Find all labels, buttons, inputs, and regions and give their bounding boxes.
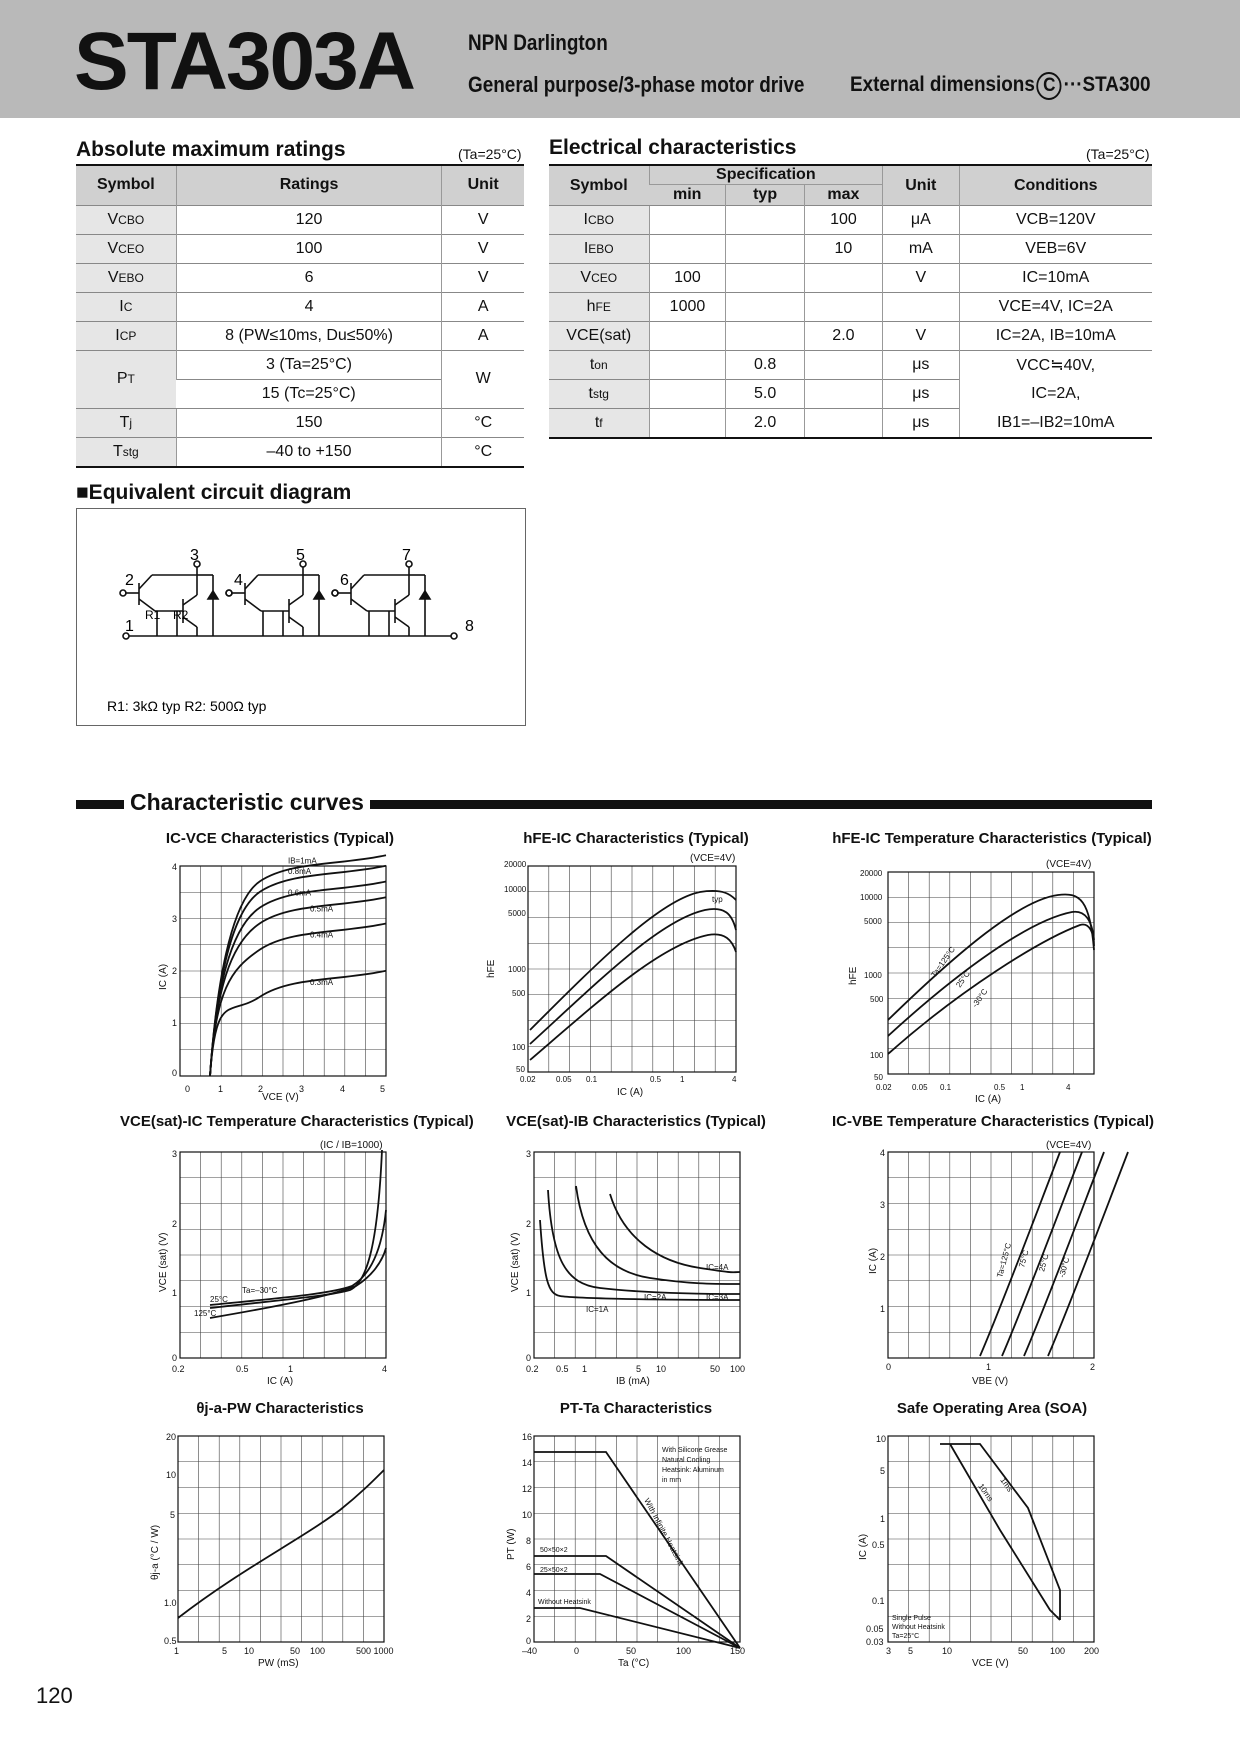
tick: 50 [874, 1073, 883, 1082]
abs-sym: PT [76, 350, 176, 408]
tick: 0.5 [164, 1636, 177, 1646]
tick: 4 [526, 1588, 532, 1598]
elec-typ: 2.0 [726, 409, 804, 439]
chart-title-9: Safe Operating Area (SOA) [896, 1400, 1088, 1417]
abs-unit: °C [442, 437, 524, 467]
series-label: 1ms [998, 1475, 1015, 1494]
y-axis-label: PT (W) [506, 1528, 517, 1560]
chart-title-3: hFE-IC Temperature Characteristics (Typical) [832, 830, 1152, 847]
curve-series [210, 924, 386, 1077]
tick: 50 [710, 1364, 721, 1374]
abs-h-symbol: Symbol [76, 165, 176, 205]
chart-title-1: IC-VCE Characteristics (Typical) [165, 830, 395, 847]
chart-title-7: θj-a-PW Characteristics [196, 1400, 364, 1417]
x-axis-label: IC (A) [617, 1087, 644, 1098]
tick: 20000 [860, 869, 883, 878]
tick: 12 [522, 1484, 533, 1494]
x-axis-label: VCE (V) [262, 1092, 299, 1103]
abs-val: 6 [176, 263, 442, 292]
tick: 2 [526, 1614, 532, 1624]
abs-val: 100 [176, 234, 442, 263]
series-label: -30°C [970, 987, 990, 1010]
tick: 20000 [504, 860, 527, 869]
tick: 50 [290, 1646, 301, 1656]
tick: 1 [880, 1304, 886, 1314]
elec-cond: VEB=6V [959, 235, 1152, 264]
chart-note: Ta=25°C [892, 1633, 920, 1640]
tick: 3 [299, 1084, 305, 1094]
tick: 0.5 [872, 1540, 885, 1550]
ext-code-icon: C [1037, 72, 1062, 100]
tick: 4 [880, 1148, 886, 1158]
tick: 1 [680, 1075, 685, 1084]
tick: 1 [526, 1288, 532, 1298]
tick: 2 [172, 1219, 178, 1229]
abs-unit: °C [442, 408, 524, 437]
tick: 500 [870, 995, 884, 1004]
tick: 16 [522, 1432, 533, 1442]
tick: 10 [656, 1364, 667, 1374]
curve-series [950, 1444, 1060, 1620]
chart-title-6: IC-VBE Temperature Characteristics (Typical) [832, 1113, 1155, 1130]
pin-7: 7 [402, 547, 411, 564]
label-r1: R1 [145, 608, 161, 622]
elec-cond: VCC≒40V, [959, 351, 1152, 380]
tick: 100 [512, 1043, 526, 1052]
chart-note: Natural Cooling [662, 1457, 711, 1464]
tick: 10 [522, 1510, 533, 1520]
tick: 0.2 [526, 1364, 539, 1374]
elec-cond: IC=10mA [959, 264, 1152, 293]
tick: 1000 [508, 965, 526, 974]
elec-unit: V [883, 264, 959, 293]
chart-condition: (IC / IB=1000) [320, 1140, 383, 1151]
tick: 0 [526, 1636, 532, 1646]
elec-sym: hFE [549, 293, 649, 322]
tick: 10 [244, 1646, 255, 1656]
label-r2: R2 [173, 608, 189, 622]
elec-max: 2.0 [804, 322, 882, 351]
x-axis-label: VBE (V) [972, 1376, 1009, 1387]
tick: 0.1 [872, 1596, 885, 1606]
curve-series [548, 1190, 740, 1294]
y-axis-label: IC (A) [858, 1533, 869, 1560]
tick: 0.05 [912, 1083, 928, 1092]
tick: 10000 [504, 885, 527, 894]
elec-h-max: max [804, 185, 882, 206]
abs-title: Absolute maximum ratings [76, 138, 346, 161]
series-label: 25°C [210, 1295, 228, 1304]
elec-sym: tstg [549, 380, 649, 409]
tick: 2 [880, 1252, 886, 1262]
abs-unit: A [442, 321, 524, 350]
abs-cond: (Ta=25°C) [458, 146, 522, 162]
tick: 50 [626, 1646, 637, 1656]
y-axis-label: hFE [486, 959, 497, 978]
curve-series [210, 882, 386, 1077]
series-label: With Infinite Heatsink [642, 1496, 686, 1568]
tick: 1 [172, 1288, 178, 1298]
elec-unit: μs [883, 351, 959, 380]
tick: 2 [526, 1219, 532, 1229]
elec-unit: V [883, 322, 959, 351]
tick: 1.0 [164, 1598, 177, 1608]
tick: 1000 [864, 971, 882, 980]
part-number: STA303A [74, 16, 414, 107]
x-axis-label: IB (mA) [616, 1376, 650, 1387]
subtitle-application: General purpose/3-phase motor drive [468, 72, 805, 97]
resistor-note: R1: 3kΩ typ R2: 500Ω typ [107, 698, 267, 714]
tick: 100 [310, 1646, 326, 1656]
y-axis-label: θj-a (°C / W) [150, 1524, 161, 1580]
series-label: IC=1A [586, 1305, 609, 1314]
abs-val: 3 (Ta=25°C) [176, 350, 442, 379]
tick: 2 [172, 966, 178, 976]
curve-series [530, 909, 736, 1044]
y-axis-label: hFE [848, 966, 859, 985]
pin-4: 4 [234, 572, 243, 589]
tick: 3 [172, 1149, 178, 1159]
pin-6: 6 [340, 572, 349, 589]
chart-title-5: VCE(sat)-IB Characteristics (Typical) [506, 1113, 766, 1130]
tick: 1 [174, 1646, 180, 1656]
curve-series [530, 891, 736, 1030]
elec-min: 100 [649, 264, 726, 293]
x-axis-label: Ta (°C) [618, 1658, 650, 1669]
series-label: 25×50×2 [540, 1567, 568, 1574]
y-axis-label: VCE (sat) (V) [158, 1232, 169, 1292]
tick: 0 [886, 1362, 892, 1372]
abs-sym: IC [76, 292, 176, 321]
elec-sym: VCE(sat) [549, 322, 649, 351]
series-label: 0.3mA [310, 977, 334, 987]
tick: 100 [730, 1364, 746, 1374]
abs-sym: VEBO [76, 263, 176, 292]
tick: 0 [172, 1068, 178, 1078]
elec-h-cond: Conditions [959, 165, 1152, 206]
series-label: 0.8mA [288, 866, 312, 876]
chart-title-2: hFE-IC Characteristics (Typical) [523, 830, 749, 847]
tick: 0.05 [556, 1075, 572, 1084]
series-label: 0.5mA [310, 904, 334, 914]
abs-val: 15 (Tc=25°C) [176, 379, 442, 408]
tick: 10 [942, 1646, 953, 1656]
abs-sym: Tj [76, 408, 176, 437]
tick: 5000 [864, 917, 882, 926]
y-axis-label: IC (A) [158, 963, 169, 990]
series-label: 125°C [194, 1309, 217, 1318]
series-label: Ta=125°C [995, 1241, 1014, 1279]
elec-min: 1000 [649, 293, 726, 322]
series-label: 25°C [954, 969, 972, 990]
abs-sym: ICP [76, 321, 176, 350]
elec-cond: VCB=120V [959, 206, 1152, 235]
chart-title-4: VCE(sat)-IC Temperature Characteristics (Typical) [120, 1113, 474, 1130]
subtitle-type: NPN Darlington [468, 30, 608, 55]
abs-val: 8 (PW≤10ms, Du≤50%) [176, 321, 442, 350]
chart-note: Heatsink: Aluminum [662, 1467, 724, 1474]
x-axis-label: VCE (V) [972, 1658, 1009, 1669]
y-axis-label: VCE (sat) (V) [510, 1232, 521, 1292]
tick: 14 [522, 1458, 533, 1468]
tick: 1 [986, 1362, 992, 1372]
elec-unit: μs [883, 380, 959, 409]
ext-label: External dimensions [850, 73, 1035, 96]
tick: 1 [582, 1364, 588, 1374]
abs-val: 150 [176, 408, 442, 437]
series-label: 75°C [1017, 1248, 1031, 1269]
chart-note: Without Heatsink [892, 1624, 945, 1631]
chart-condition: (VCE=4V) [690, 853, 736, 864]
x-axis-label: IC (A) [975, 1094, 1002, 1105]
elec-typ: 5.0 [726, 380, 804, 409]
tick: 1 [880, 1514, 886, 1524]
chart-title-8: PT-Ta Characteristics [559, 1400, 713, 1417]
elec-unit: μA [883, 206, 959, 235]
tick: 3 [886, 1646, 892, 1656]
series-label: 25°C [1037, 1252, 1051, 1273]
tick: 5 [380, 1084, 386, 1094]
abs-h-ratings: Ratings [176, 165, 442, 205]
abs-sym: VCBO [76, 205, 176, 234]
curve-series [1048, 1152, 1128, 1356]
elec-sym: IEBO [549, 235, 649, 264]
elec-cond: (Ta=25°C) [1086, 146, 1150, 162]
curve-series [610, 1194, 740, 1272]
chart-condition: (VCE=4V) [1046, 859, 1092, 870]
tick: 150 [730, 1646, 746, 1656]
tick: 4 [382, 1364, 388, 1374]
x-axis-label: IC (A) [267, 1376, 294, 1387]
tick: 500 1000 [356, 1646, 394, 1656]
elec-typ: 0.8 [726, 351, 804, 380]
y-axis-label: IC (A) [868, 1247, 879, 1274]
elec-sym: ton [549, 351, 649, 380]
tick: 0.02 [520, 1075, 536, 1084]
curve-series [210, 1210, 386, 1305]
series-label: 10ms [976, 1481, 995, 1504]
chart-note: Single Pulse [892, 1615, 931, 1622]
tick: 5 [880, 1466, 886, 1476]
tick: 3 [880, 1200, 886, 1210]
tick: 1 [288, 1364, 294, 1374]
elec-cond: IB1=–IB2=10mA [959, 409, 1152, 439]
series-label: IC=3A [706, 1293, 729, 1302]
elec-cond: VCE=4V, IC=2A [959, 293, 1152, 322]
tick: 5 [170, 1510, 176, 1520]
tick: 5000 [508, 909, 526, 918]
elec-h-unit: Unit [883, 165, 959, 206]
curve-series [540, 1220, 740, 1300]
tick: 10 [166, 1470, 177, 1480]
abs-unit: V [442, 205, 524, 234]
tick: 100 [870, 1051, 884, 1060]
chart-note: in mm [662, 1477, 682, 1484]
tick: 0.5 [556, 1364, 569, 1374]
tick: 4 [172, 862, 178, 872]
tick: 0.5 [650, 1075, 662, 1084]
tick: 5 [222, 1646, 228, 1656]
abs-unit: V [442, 234, 524, 263]
elec-title: Electrical characteristics [549, 136, 797, 159]
abs-sym: Tstg [76, 437, 176, 467]
tick: 0.2 [172, 1364, 185, 1374]
tick: 8 [526, 1536, 532, 1546]
curve-series [1024, 1152, 1104, 1356]
tick: 0.05 [866, 1624, 884, 1634]
pin-3: 3 [190, 547, 199, 564]
tick: 4 [732, 1075, 737, 1084]
elec-h-spec: Specification [649, 165, 883, 185]
tick: 1 [218, 1084, 224, 1094]
tick: 0.1 [586, 1075, 598, 1084]
tick: 20 [166, 1432, 177, 1442]
pin-8: 8 [465, 618, 474, 635]
tick: 3 [526, 1149, 532, 1159]
tick: 100 [1050, 1646, 1066, 1656]
abs-sym: VCEO [76, 234, 176, 263]
abs-unit: W [442, 350, 524, 408]
series-label: IC=4A [706, 1263, 729, 1272]
chart-condition: (VCE=4V) [1046, 1140, 1092, 1151]
tick: 4 [340, 1084, 346, 1094]
tick: 10000 [860, 893, 883, 902]
tick: 2 [258, 1084, 264, 1094]
elec-h-min: min [649, 185, 726, 206]
elec-sym: VCEO [549, 264, 649, 293]
tick: 2 [1090, 1362, 1096, 1372]
page-number: 120 [36, 1683, 73, 1708]
tick: 5 [908, 1646, 914, 1656]
series-label: IC=2A [644, 1293, 667, 1302]
tick: 0 [185, 1084, 191, 1094]
series-label: Without Heatsink [538, 1599, 591, 1606]
abs-val: 120 [176, 205, 442, 234]
tick: 50 [1018, 1646, 1029, 1656]
tick: 0.5 [236, 1364, 249, 1374]
abs-h-unit: Unit [442, 165, 524, 205]
series-label: -30°C [1057, 1256, 1072, 1279]
series-label: 0.6mA [288, 888, 312, 898]
tick: 1 [172, 1018, 178, 1028]
tick: 0.5 [994, 1083, 1006, 1092]
chart-note: With Silicone Grease [662, 1447, 728, 1454]
curve-series [530, 934, 736, 1060]
tick: 500 [512, 989, 526, 998]
tick: 50 [516, 1065, 525, 1074]
tick: 3 [172, 914, 178, 924]
abs-unit: A [442, 292, 524, 321]
abs-unit: V [442, 263, 524, 292]
pin-5: 5 [296, 547, 305, 564]
tick: 0 [574, 1646, 580, 1656]
elec-sym: tf [549, 409, 649, 439]
tick: 10 [876, 1434, 887, 1444]
tick: 6 [526, 1562, 532, 1572]
series-label: Ta=125°C [929, 944, 957, 980]
tick: –40 [522, 1646, 538, 1656]
series-label: 0.4mA [310, 930, 334, 940]
elec-cond: IC=2A, IB=10mA [959, 322, 1152, 351]
tick: 4 [1066, 1083, 1071, 1092]
elec-h-typ: typ [726, 185, 804, 206]
tick: 200 [1084, 1646, 1100, 1656]
circuit-title: ■Equivalent circuit diagram [76, 481, 352, 504]
abs-val: 4 [176, 292, 442, 321]
pin-1: 1 [125, 618, 134, 635]
series-label: Ta=–30°C [242, 1286, 278, 1295]
tick: 0.02 [876, 1083, 892, 1092]
series-label: IB=1mA [288, 856, 317, 866]
series-label: typ [712, 895, 723, 904]
elec-sym: ICBO [549, 206, 649, 235]
elec-max: 100 [804, 206, 882, 235]
ext-ref: ···STA300 [1063, 73, 1151, 96]
tick: 0.03 [866, 1637, 884, 1647]
tick: 100 [676, 1646, 692, 1656]
elec-unit: mA [883, 235, 959, 264]
tick: 0 [172, 1353, 178, 1363]
tick: 5 [636, 1364, 642, 1374]
tick: 0 [526, 1353, 532, 1363]
curve-series [940, 1444, 1060, 1620]
series-label: 50×50×2 [540, 1547, 568, 1554]
elec-h-symbol: Symbol [549, 165, 649, 206]
curves-title: Characteristic curves [124, 789, 370, 816]
elec-unit: μs [883, 409, 959, 439]
tick: 1 [1020, 1083, 1025, 1092]
curve-series [210, 1248, 386, 1318]
x-axis-label: PW (mS) [258, 1658, 299, 1669]
pin-2: 2 [125, 572, 134, 589]
abs-val: –40 to +150 [176, 437, 442, 467]
tick: 0.1 [940, 1083, 952, 1092]
elec-cond: IC=2A, [959, 380, 1152, 409]
elec-max: 10 [804, 235, 882, 264]
